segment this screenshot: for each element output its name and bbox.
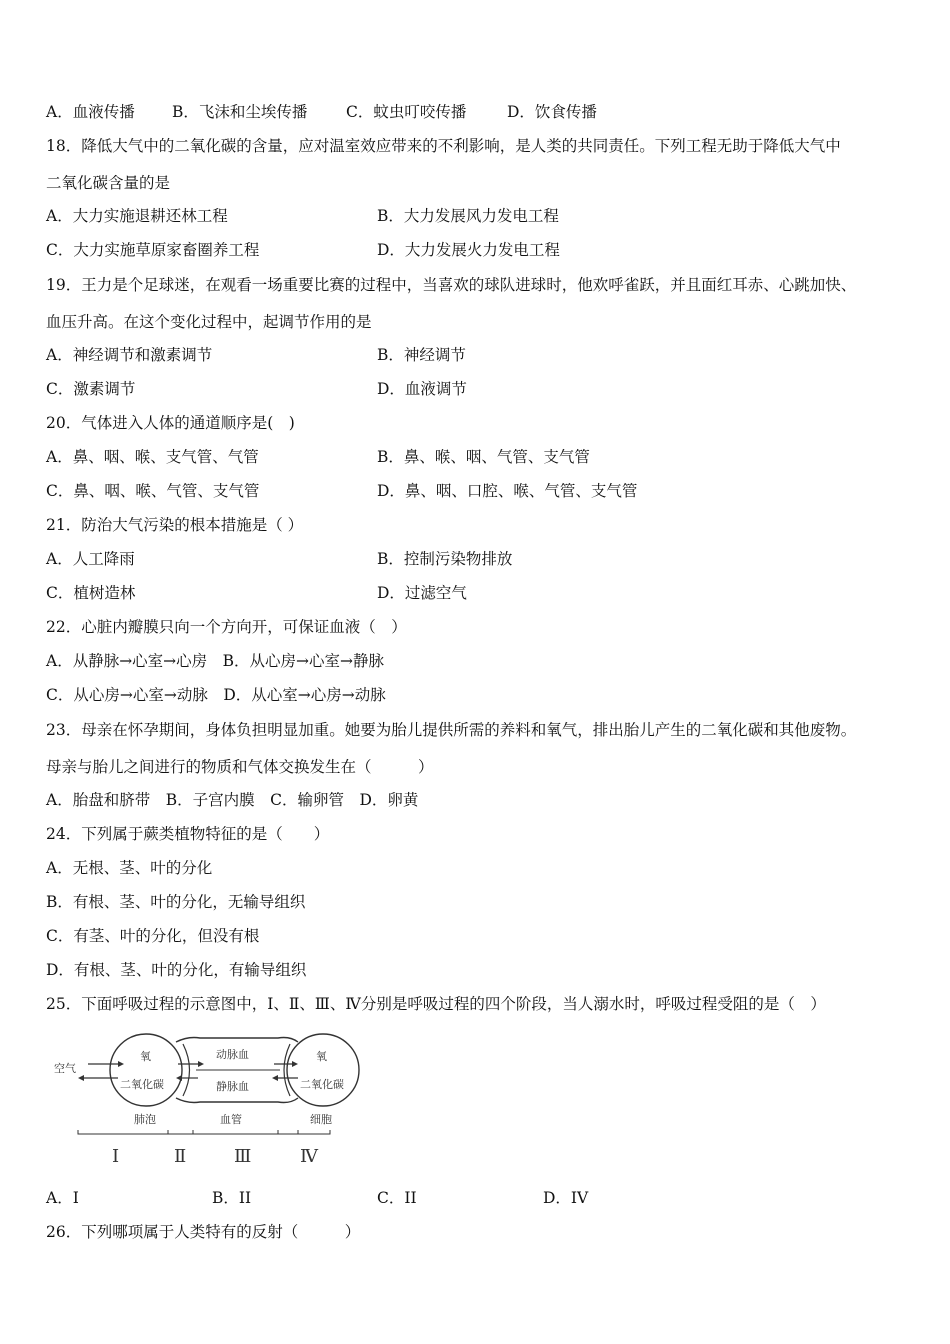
q21-stem: 21．防治大气污染的根本措施是（ ）	[46, 516, 304, 534]
q20-stem: 20．气体进入人体的通道顺序是( )	[46, 414, 295, 432]
q24-option-c: C．有茎、叶的分化，但没有根	[46, 927, 260, 945]
q18-stem-line1: 18．降低大气中的二氧化碳的含量，应对温室效应带来的不利影响，是人类的共同责任。下列工程无助于降低大气中	[46, 137, 841, 155]
vessel-label: 血管	[220, 1113, 242, 1126]
q19-option-b: B．神经调节	[377, 346, 466, 364]
q25-option-b: B．II	[212, 1189, 252, 1207]
vessel-top	[176, 1038, 298, 1043]
co2-label-right: 二氧化碳	[300, 1078, 344, 1091]
alveoli-label: 肺泡	[134, 1113, 156, 1126]
q17-option-a: A．血液传播	[46, 103, 135, 121]
oxygen-label-right: 氧	[316, 1050, 327, 1063]
q20-option-b: B．鼻、喉、咽、气管、支气管	[377, 448, 590, 466]
q26-stem: 26．下列哪项属于人类特有的反射（ ）	[46, 1223, 361, 1241]
q18-option-d: D．大力发展火力发电工程	[377, 241, 560, 259]
q21-option-d: D．过滤空气	[377, 584, 467, 602]
q25-option-c: C．II	[377, 1189, 417, 1207]
stage-2-label: Ⅱ	[174, 1146, 187, 1167]
q22-options-line2: C．从心房→心室→动脉 D．从心室→心房→动脉	[46, 686, 386, 704]
stage-1-label: Ⅰ	[112, 1146, 120, 1167]
q24-stem: 24．下列属于蕨类植物特征的是（ ）	[46, 825, 330, 843]
q25-option-d: D．IV	[543, 1189, 589, 1207]
stage-3-label: Ⅲ	[234, 1146, 252, 1167]
q20-option-c: C．鼻、咽、喉、气管、支气管	[46, 482, 260, 500]
cell-circle	[287, 1034, 359, 1106]
q17-option-b: B．飞沫和尘埃传播	[172, 103, 308, 121]
q18-stem-line2: 二氧化碳含量的是	[46, 174, 171, 192]
q25-stem: 25．下面呼吸过程的示意图中，Ⅰ、Ⅱ、Ⅲ、Ⅳ分别是呼吸过程的四个阶段，当人溺水时，呼吸过程受阻的是（ ）	[46, 995, 826, 1013]
q19-stem-line1: 19．王力是个足球迷，在观看一场重要比赛的过程中，当喜欢的球队进球时，他欢呼雀跃，并且面红耳赤、心跳加快、	[46, 276, 857, 294]
q19-option-c: C．激素调节	[46, 380, 136, 398]
oxygen-label-left: 氧	[140, 1050, 151, 1063]
q18-option-b: B．大力发展风力发电工程	[377, 207, 559, 225]
q21-option-c: C．植树造林	[46, 584, 136, 602]
q23-stem-line2: 母亲与胎儿之间进行的物质和气体交换发生在（ ）	[46, 758, 434, 776]
q24-option-a: A．无根、茎、叶的分化	[46, 859, 213, 877]
q17-option-d: D．饮食传播	[507, 103, 597, 121]
stage-4-label: Ⅳ	[300, 1146, 318, 1167]
q24-option-b: B．有根、茎、叶的分化，无输导组织	[46, 893, 306, 911]
venous-blood-label: 静脉血	[216, 1080, 249, 1093]
q17-option-c: C．蚊虫叮咬传播	[346, 103, 467, 121]
q21-option-b: B．控制污染物排放	[377, 550, 513, 568]
q20-option-a: A．鼻、咽、喉、支气管、气管	[46, 448, 259, 466]
q18-option-c: C．大力实施草原家畜圈养工程	[46, 241, 260, 259]
q23-options: A．胎盘和脐带 B．子宫内膜 C．输卵管 D．卵黄	[46, 791, 419, 809]
q19-option-d: D．血液调节	[377, 380, 467, 398]
q25-option-a: A．I	[46, 1189, 79, 1207]
q24-option-d: D．有根、茎、叶的分化，有输导组织	[46, 961, 307, 979]
alveoli-circle	[110, 1034, 182, 1106]
air-label: 空气	[54, 1062, 76, 1075]
q22-options-line1: A．从静脉→心室→心房 B．从心房→心室→静脉	[46, 652, 385, 670]
q19-option-a: A．神经调节和激素调节	[46, 346, 213, 364]
cell-label: 细胞	[310, 1113, 332, 1126]
q20-option-d: D．鼻、咽、口腔、喉、气管、支气管	[377, 482, 638, 500]
respiration-diagram	[48, 1030, 368, 1170]
q23-stem-line1: 23．母亲在怀孕期间，身体负担明显加重。她要为胎儿提供所需的养料和氧气，排出胎儿产生的二氧化碳和其他废物。	[46, 721, 857, 739]
q18-option-a: A．大力实施退耕还林工程	[46, 207, 228, 225]
co2-label-left: 二氧化碳	[120, 1078, 164, 1091]
arterial-blood-label: 动脉血	[216, 1048, 249, 1061]
vessel-bottom	[176, 1098, 298, 1103]
q22-stem: 22．心脏内瓣膜只向一个方向开，可保证血液（ ）	[46, 618, 407, 636]
q19-stem-line2: 血压升高。在这个变化过程中，起调节作用的是	[46, 313, 372, 331]
q21-option-a: A．人工降雨	[46, 550, 135, 568]
